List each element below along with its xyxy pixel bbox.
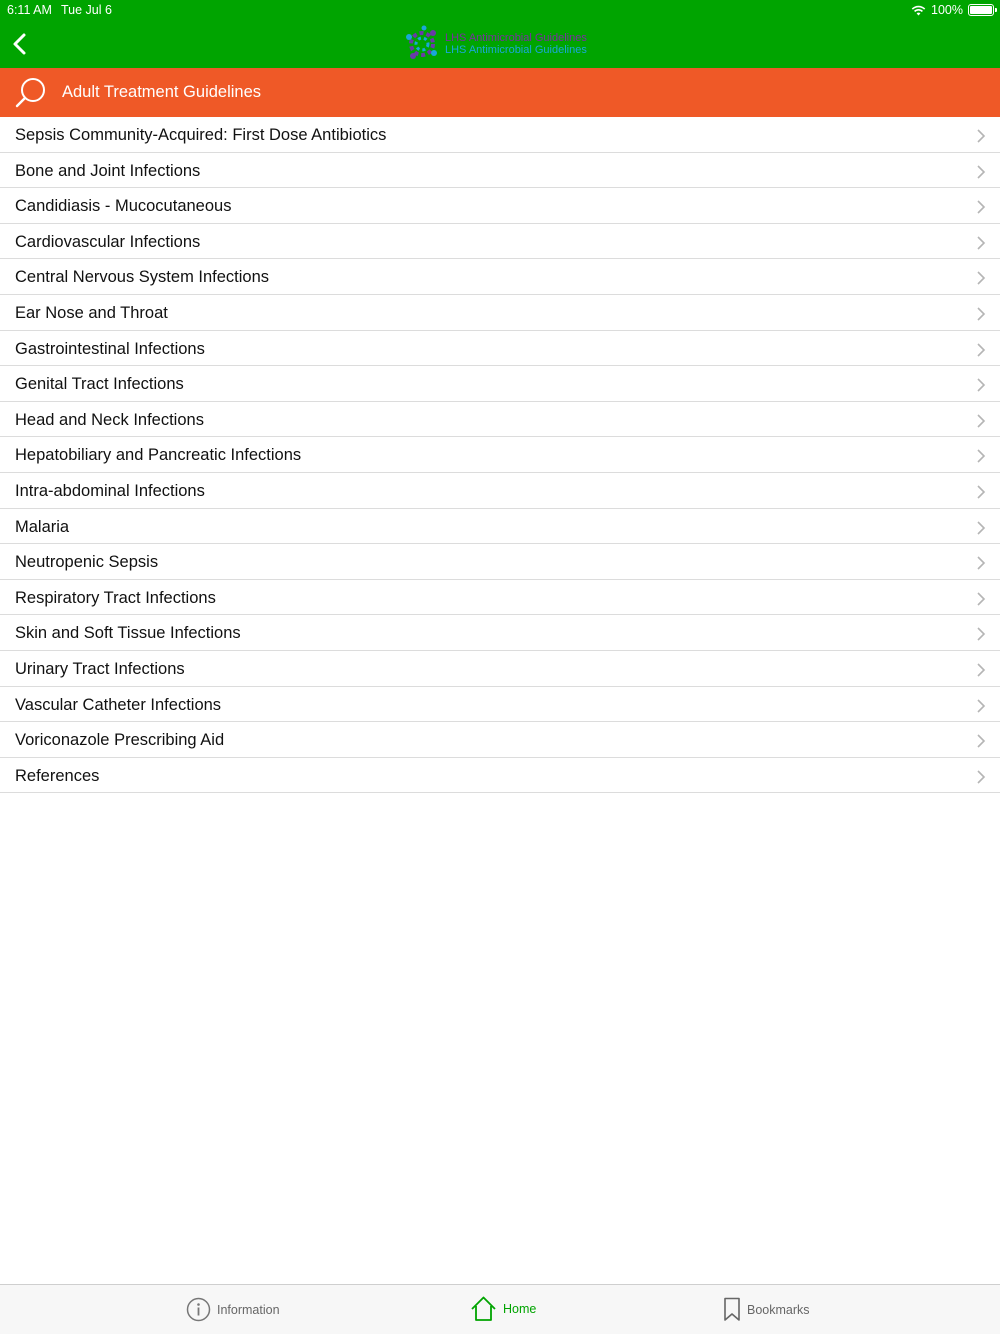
molecule-logo-icon — [403, 25, 441, 63]
list-item-label: Urinary Tract Infections — [15, 659, 185, 678]
list-item-label: Respiratory Tract Infections — [15, 588, 216, 607]
list-item[interactable] — [0, 722, 1000, 758]
list-item-label: Neutropenic Sepsis — [15, 553, 159, 572]
list-item-label: Hepatobiliary and Pancreatic Infections — [15, 446, 302, 465]
wifi-icon — [911, 5, 926, 16]
list-item[interactable] — [0, 188, 1000, 224]
bookmark-icon — [723, 1297, 741, 1322]
list-item[interactable] — [0, 259, 1000, 295]
chevron-right-icon — [976, 733, 986, 749]
battery-icon — [968, 4, 994, 16]
list-item-label: Intra-abdominal Infections — [15, 481, 205, 500]
chevron-right-icon — [976, 769, 986, 785]
section-header — [0, 68, 1000, 117]
list-item[interactable] — [0, 651, 1000, 687]
section-title: Adult Treatment Guidelines — [62, 83, 262, 101]
list-item-label: Central Nervous System Infections — [15, 268, 270, 287]
list-item[interactable] — [0, 402, 1000, 438]
tab-bookmarks-label: Bookmarks — [747, 1302, 810, 1317]
top-bar — [0, 0, 1000, 68]
chevron-right-icon — [976, 342, 986, 358]
list-item[interactable] — [0, 117, 1000, 153]
app-logo — [403, 25, 587, 63]
list-item[interactable] — [0, 687, 1000, 723]
chevron-right-icon — [976, 448, 986, 464]
status-time: 6:11 AM — [7, 3, 52, 17]
list-item[interactable] — [0, 366, 1000, 402]
home-icon — [470, 1295, 497, 1322]
chevron-right-icon — [976, 591, 986, 607]
tab-information-label: Information — [217, 1302, 280, 1317]
logo-line-1: LHS Antimicrobial Guidelines — [445, 32, 587, 44]
chevron-right-icon — [976, 199, 986, 215]
back-button[interactable] — [8, 30, 34, 58]
list-item-label: Candidiasis - Mucocutaneous — [15, 197, 232, 216]
status-indicators — [911, 3, 994, 17]
chevron-right-icon — [976, 306, 986, 322]
chevron-right-icon — [976, 270, 986, 286]
tab-home-label: Home — [503, 1301, 537, 1316]
list-item-label: Genital Tract Infections — [15, 375, 184, 394]
list-item-label: Bone and Joint Infections — [15, 161, 201, 180]
list-item-label: Head and Neck Infections — [15, 410, 204, 429]
status-date: Tue Jul 6 — [61, 3, 112, 17]
list-item[interactable] — [0, 615, 1000, 651]
tab-bookmarks[interactable] — [723, 1297, 810, 1322]
info-icon — [186, 1297, 211, 1322]
list-item-label: Voriconazole Prescribing Aid — [15, 731, 225, 750]
logo-text — [445, 32, 587, 56]
list-item[interactable] — [0, 758, 1000, 794]
chevron-right-icon — [976, 555, 986, 571]
battery-percentage: 100% — [931, 3, 963, 17]
guideline-list — [0, 117, 1000, 793]
list-item[interactable] — [0, 331, 1000, 367]
list-item-label: Ear Nose and Throat — [15, 303, 168, 322]
list-item[interactable] — [0, 437, 1000, 473]
chevron-right-icon — [976, 413, 986, 429]
search-icon — [14, 76, 48, 110]
list-item[interactable] — [0, 509, 1000, 545]
search-button[interactable] — [14, 76, 48, 110]
list-item[interactable] — [0, 224, 1000, 260]
list-item-label: Vascular Catheter Infections — [15, 695, 222, 714]
logo-line-2: LHS Antimicrobial Guidelines — [445, 44, 587, 56]
chevron-right-icon — [976, 164, 986, 180]
list-item-label: Skin and Soft Tissue Infections — [15, 624, 241, 643]
list-item-label: References — [15, 766, 100, 785]
chevron-right-icon — [976, 128, 986, 144]
chevron-right-icon — [976, 662, 986, 678]
list-item-label: Sepsis Community-Acquired: First Dose Antibiotics — [15, 126, 387, 144]
list-item[interactable] — [0, 544, 1000, 580]
list-item[interactable] — [0, 295, 1000, 331]
list-item-label: Cardiovascular Infections — [15, 232, 201, 251]
tab-home[interactable] — [470, 1295, 536, 1322]
list-item[interactable] — [0, 473, 1000, 509]
list-item-label: Malaria — [15, 517, 70, 536]
tab-bar — [0, 1284, 1000, 1334]
chevron-right-icon — [976, 235, 986, 251]
list-item[interactable] — [0, 580, 1000, 616]
chevron-right-icon — [976, 626, 986, 642]
chevron-right-icon — [976, 698, 986, 714]
chevron-left-icon — [8, 30, 34, 58]
list-item[interactable] — [0, 153, 1000, 189]
chevron-right-icon — [976, 520, 986, 536]
list-item-label: Gastrointestinal Infections — [15, 339, 205, 358]
tab-information[interactable] — [186, 1297, 280, 1322]
chevron-right-icon — [976, 484, 986, 500]
chevron-right-icon — [976, 377, 986, 393]
